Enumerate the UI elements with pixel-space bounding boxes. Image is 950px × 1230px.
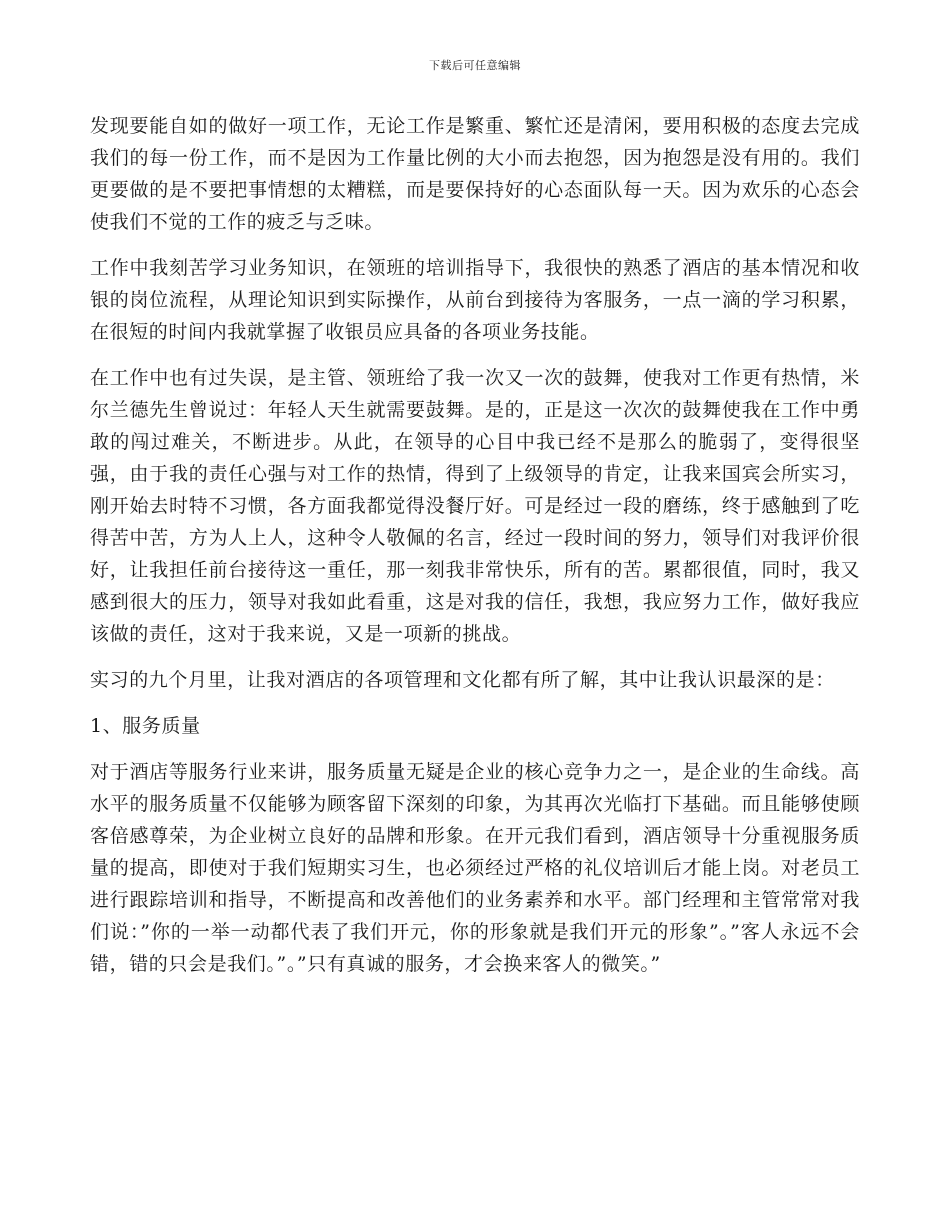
paragraph-attitude: 发现要能自如的做好一项工作，无论工作是繁重、繁忙还是清闲，要用积极的态度去完成我们的每一份工作，而不是因为工作量比例的大小而去抱怨，因为抱怨是没有用的。我们更要做的是不要把事情想的太糟糕，而是要保持好的心态面队每一天。因为欢乐的心态会使我们不觉的工作的疲乏与乏味。 [90,115,860,233]
paragraph-internship-summary: 实习的九个月里，让我对酒店的各项管理和文化都有所了解，其中让我认识最深的是： [90,669,835,691]
page-header: 下载后可任意编辑 [429,59,521,72]
document-body [90,110,860,994]
paragraph-service-quality: 对于酒店等服务行业来讲，服务质量无疑是企业的核心竞争力之一，是企业的生命线。高水平的服务质量不仅能够为顾客留下深刻的印象，为其再次光临打下基础。而且能够使顾客倍感尊荣，为企业树立良好的品牌和形象。在开元我们看到，酒店领导十分重视服务质量的提高，即使对于我们短期实习生，也必须经过严格的礼仪培训后才能上岗。对老员工进行跟踪培训和指导，不断提高和改善他们的业务素养和水平。部门经理和主管常常对我们说：”你的一举一动都代表了我们开元，你的形象就是我们开元的形象”。”客人永远不会错，错的只会是我们。”。”只有真诚的服务，才会换来客人的微笑。” [90,761,860,975]
section-heading-service-quality: 1、服务质量 [90,715,201,737]
paragraph-encouragement: 在工作中也有过失误，是主管、领班给了我一次又一次的鼓舞，使我对工作更有热情，米尔兰德先生曾说过：年轻人天生就需要鼓舞。是的，正是这一次次的鼓舞使我在工作中勇敢的闯过难关，不断进步。从此，在领导的心目中我已经不是那么的脆弱了，变得很坚强，由于我的责任心强与对工作的热情，得到了上级领导的肯定，让我来国宾会所实习，刚开始去时特不习惯，各方面我都觉得没餐厅好。可是经过一段的磨练，终于感触到了吃得苦中苦，方为人上人，这种令人敬佩的名言，经过一段时间的努力，领导们对我评价很好，让我担任前台接待这一重任，那一刻我非常快乐，所有的苦。累都很值，同时，我又感到很大的压力，领导对我如此看重，这是对我的信任，我想，我应努力工作，做好我应该做的责任，这对于我来说，又是一项新的挑战。 [90,367,860,645]
paragraph-learning: 工作中我刻苦学习业务知识，在领班的培训指导下，我很快的熟悉了酒店的基本情况和收银的岗位流程，从理论知识到实际操作，从前台到接待为客服务，一点一滴的学习积累，在很短的时间内我就掌握了收银员应具备的各项业务技能。 [90,257,860,343]
